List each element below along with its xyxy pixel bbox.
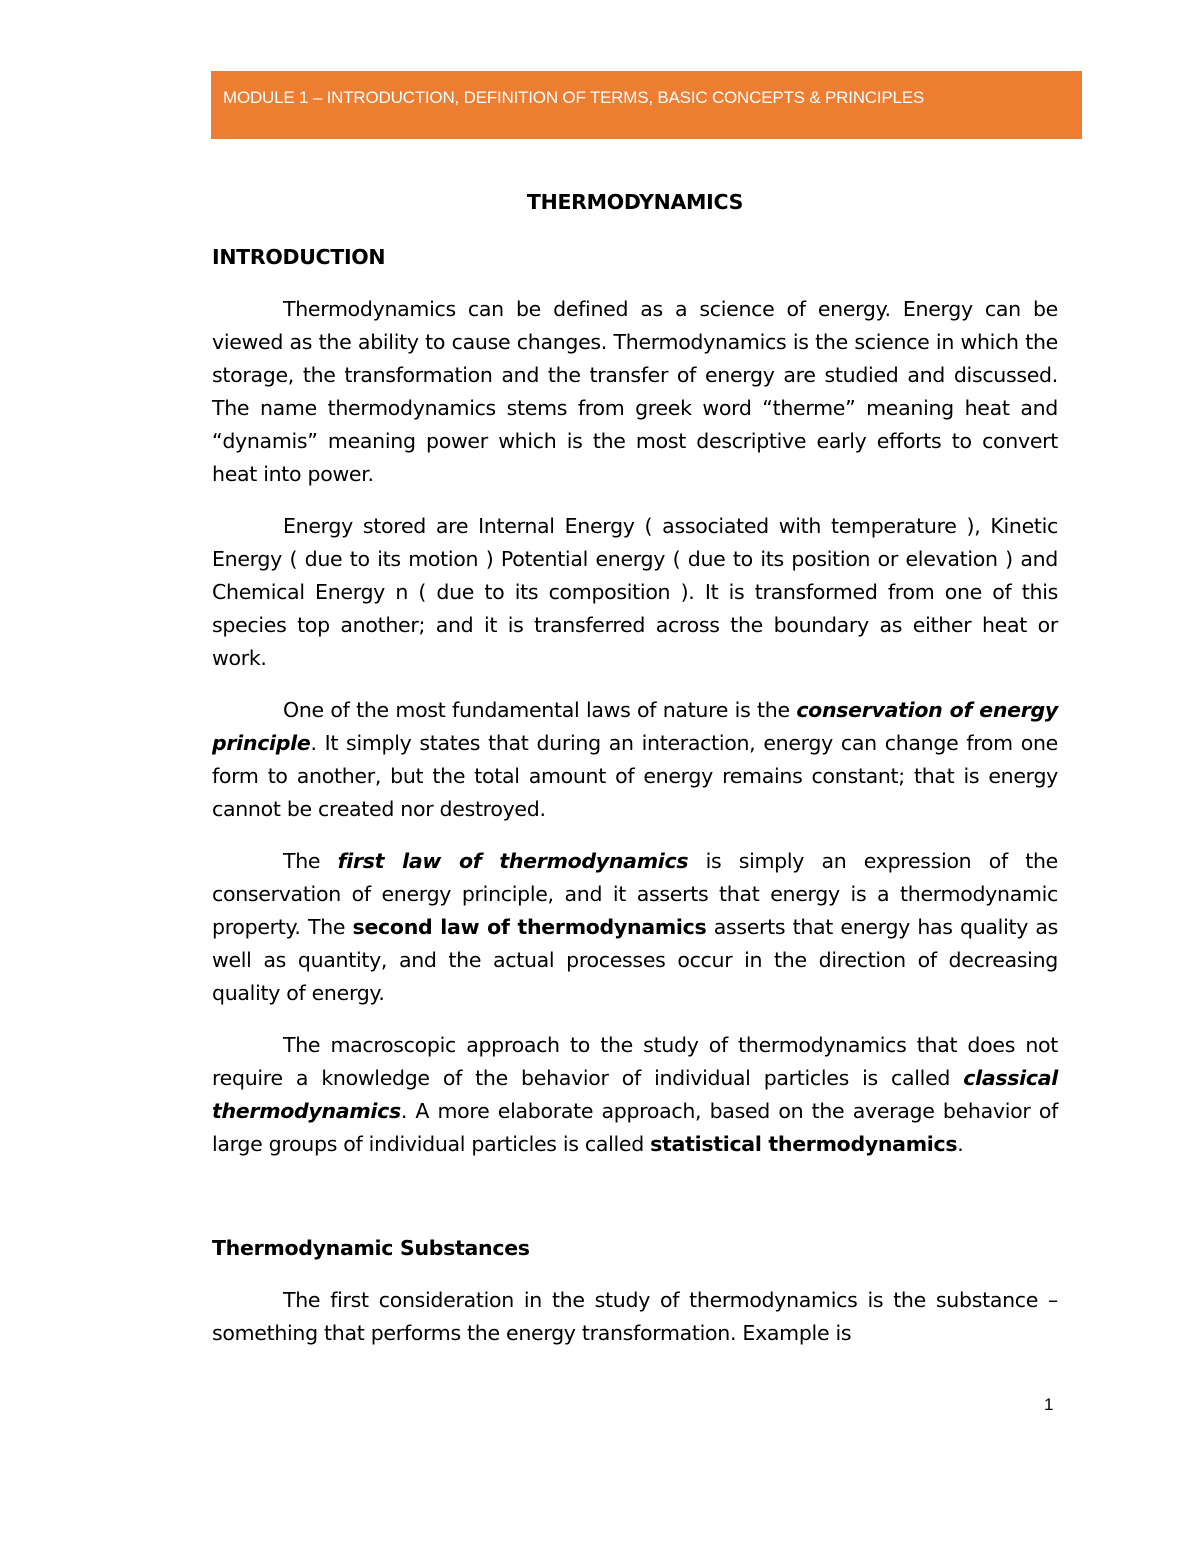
text-run: asserts that energy has quality as well as quantity, and the actual processes occur in the direction of decreasing quality of energy. bbox=[212, 915, 1059, 1005]
term-second-law: second law of thermodynamics bbox=[352, 915, 707, 939]
term-first-law: first law of thermodynamics bbox=[337, 849, 689, 873]
module-header-title: MODULE 1 – INTRODUCTION, DEFINITION OF TERMS, BASIC CONCEPTS & PRINCIPLES bbox=[223, 88, 925, 107]
text-run: . A more elaborate approach, based on the average behavior of large groups of individual particles is called bbox=[212, 1099, 1058, 1156]
term-statistical-thermodynamics: statistical thermodynamics bbox=[650, 1132, 958, 1156]
text-run: One of the most fundamental laws of nature is the bbox=[283, 698, 797, 722]
paragraph-intro: Thermodynamics can be defined as a science of energy. Energy can be viewed as the ability to cause changes. Thermodynamics is the science in which the storage, the transformation and the transfer of energy are studied and discussed. The name thermodynamics stems from greek word “therme” meaning heat and “dynamis” meaning power which is the most descriptive early efforts to convert heat into power. bbox=[212, 297, 1058, 486]
term-conservation-of-energy: conservation of energy principle bbox=[212, 698, 1058, 755]
paragraph-substances: The first consideration in the study of thermodynamics is the substance – something that performs the energy transformation. Example is bbox=[212, 1288, 1058, 1345]
document-body bbox=[212, 186, 1058, 1369]
paragraph-laws bbox=[212, 845, 1058, 1010]
page-number: 1 bbox=[1044, 1395, 1054, 1414]
paragraph-approaches bbox=[212, 1029, 1058, 1161]
text-run: . bbox=[957, 1132, 964, 1156]
document-title: THERMODYNAMICS bbox=[526, 190, 744, 214]
term-classical-thermodynamics: classical thermodynamics bbox=[212, 1066, 1058, 1123]
introduction-heading: INTRODUCTION bbox=[212, 245, 386, 269]
text-run: is simply an expression of the conservation of energy principle, and it asserts that energy is a thermodynamic property. The bbox=[212, 849, 1058, 939]
module-header-band bbox=[211, 71, 1082, 139]
text-run: The macroscopic approach to the study of thermodynamics that does not require a knowledge of the behavior of individual particles is called bbox=[212, 1033, 1058, 1090]
substances-heading: Thermodynamic Substances bbox=[212, 1236, 530, 1260]
text-run: . It simply states that during an interaction, energy can change from one form to another, but the total amount of energy remains constant; that is energy cannot be created nor destroyed. bbox=[212, 731, 1058, 821]
section-spacer bbox=[212, 1180, 1058, 1232]
paragraph-conservation bbox=[212, 694, 1058, 826]
paragraph-energy-stored: Energy stored are Internal Energy ( associated with temperature ), Kinetic Energy ( due to its motion ) Potential energy ( due to its position or elevation ) and Chemical Energy n ( due to its composition ). It is transformed from one of this species top another; and it is transferred across the boundary as either heat or work. bbox=[212, 514, 1058, 670]
text-run: The bbox=[283, 849, 338, 873]
